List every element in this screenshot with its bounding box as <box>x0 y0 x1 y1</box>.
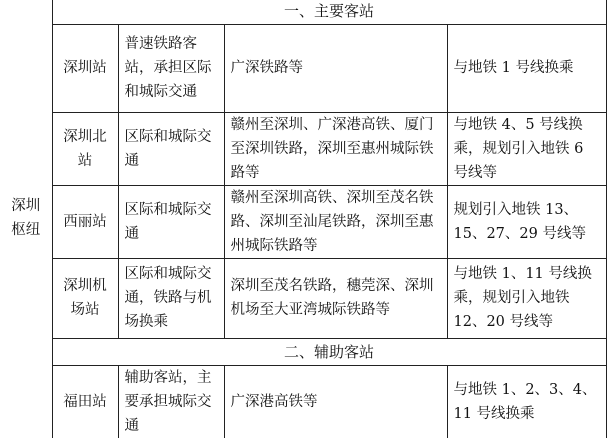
station-transfer: 规划引入地铁 13、15、27、29 号线等 <box>447 185 606 258</box>
table-row <box>0 258 606 338</box>
section-title-aux: 二、辅助客站 <box>52 338 606 365</box>
station-lines: 深圳至茂名铁路，穗莞深、深圳机场至大亚湾城际铁路等 <box>224 258 447 338</box>
station-transfer: 与地铁 1、11 号线换乘，规划引入地铁 12、20 号线等 <box>447 258 606 338</box>
station-transfer: 与地铁 4、5 号线换乘，规划引入地铁 6 号线等 <box>447 112 606 185</box>
station-name: 深圳站 <box>52 24 118 112</box>
station-function: 区际和城际交通 <box>118 185 224 258</box>
station-name: 深圳北站 <box>52 112 118 185</box>
station-function: 普速铁路客站，承担区际和城际交通 <box>118 24 224 112</box>
station-lines: 广深港高铁等 <box>224 365 447 438</box>
station-function: 区际和城际交通，铁路与机场换乘 <box>118 258 224 338</box>
section-title-main: 一、主要客站 <box>52 0 606 24</box>
hub-cell <box>0 0 52 438</box>
station-lines: 广深铁路等 <box>224 24 447 112</box>
hub-label: 深圳 枢纽 <box>11 197 41 238</box>
station-name: 西丽站 <box>52 185 118 258</box>
table-row <box>0 365 606 438</box>
station-transfer: 与地铁 1、2、3、4、11 号线换乘 <box>447 365 606 438</box>
section-header-row <box>0 338 606 365</box>
station-transfer: 与地铁 1 号线换乘 <box>447 24 606 112</box>
station-name: 福田站 <box>52 365 118 438</box>
table-row <box>0 24 606 112</box>
table-row <box>0 185 606 258</box>
section-header-row <box>0 0 606 24</box>
table-row <box>0 112 606 185</box>
station-name: 深圳机场站 <box>52 258 118 338</box>
station-lines: 赣州至深圳、广深港高铁、厦门至深圳铁路，深圳至惠州城际铁路等 <box>224 112 447 185</box>
station-function: 辅助客站，主要承担城际交通 <box>118 365 224 438</box>
station-function: 区际和城际交通 <box>118 112 224 185</box>
station-lines: 赣州至深圳高铁、深圳至茂名铁路、深圳至汕尾铁路，深圳至惠州城际铁路等 <box>224 185 447 258</box>
